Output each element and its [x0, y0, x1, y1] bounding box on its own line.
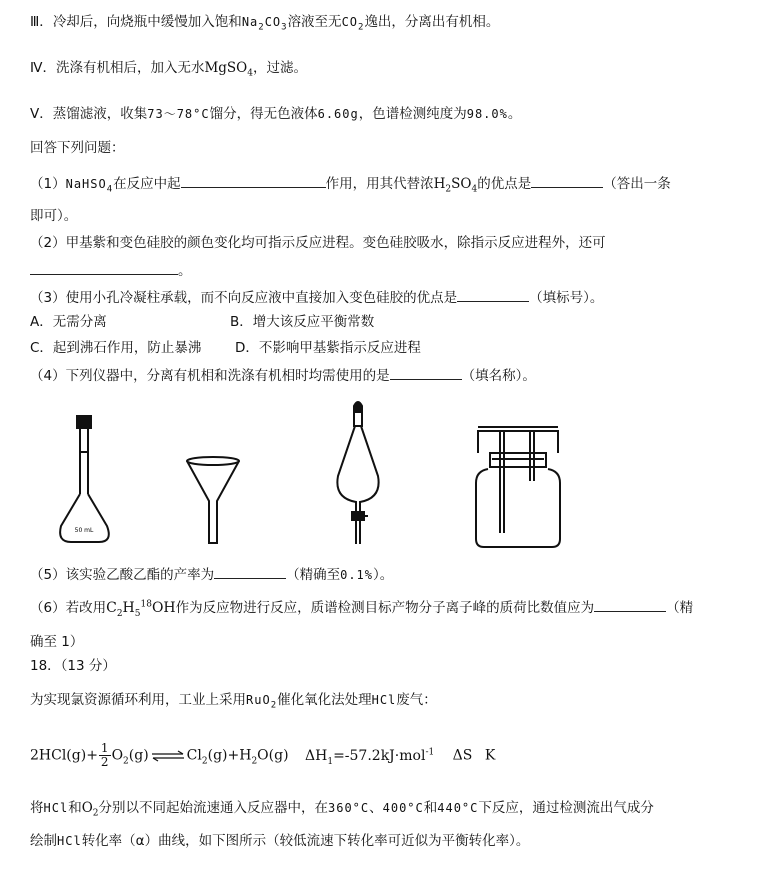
one-half-fraction: $\frac{1}{2}$	[100, 741, 109, 769]
question-2-blank-line: 。	[30, 259, 192, 281]
purity-value: 98.0%	[466, 107, 508, 121]
question-1-cont: 即可）。	[30, 208, 78, 224]
volumetric-flask-illustration	[55, 408, 115, 548]
ruo2-formula: RuO$_2$	[246, 693, 278, 711]
q4-answer-blank[interactable]	[390, 364, 462, 380]
enthalpy-change: $\Delta H_1=-57.2kJ\cdot mol^{-1}$	[305, 746, 435, 767]
hcl-formula: HCl	[371, 693, 397, 707]
gas-washing-bottle-illustration	[466, 425, 570, 549]
question-5: （5）该实验乙酸乙酯的产率为 （精确至0.1%）。	[30, 563, 393, 585]
question-2: （2）甲基紫和变色硅胶的颜色变化均可指示反应进程。变色硅胶吸水，除指示反应进程外，还可	[30, 235, 606, 251]
product-mass: 6.60g	[317, 107, 359, 121]
o2-formula: $O_2$	[81, 800, 99, 819]
entropy-change: ΔS	[452, 747, 473, 764]
temperature-2: 400°C	[382, 801, 424, 815]
na2co3-formula: $Na_2CO_3$	[241, 15, 288, 33]
nahso4-formula: NaHSO$_4$	[65, 177, 114, 195]
q2-answer-blank[interactable]	[30, 259, 178, 275]
q3-answer-blank[interactable]	[457, 286, 529, 302]
q1-answer-blank-2[interactable]	[531, 172, 603, 188]
question-18-paragraph-2: 绘制HCl转化率（α）曲线，如下图所示（较低流速下转化率可近似为平衡转化率）。	[30, 833, 530, 849]
mgso4-formula: MgSO$_4$	[204, 60, 253, 79]
question-3: （3）使用小孔冷凝柱承载，而不向反应液中直接加入变色硅胶的优点是 （填标号）。	[30, 286, 603, 308]
funnel-illustration	[183, 455, 243, 547]
option-a: A．无需分离	[30, 314, 107, 330]
option-c: C．起到沸石作用，防止暴沸	[30, 340, 202, 356]
q1-answer-blank-1[interactable]	[181, 172, 326, 188]
question-6-cont: 确至 1）	[30, 634, 84, 650]
step-5-line: Ⅴ．蒸馏滤液，收集73～78°C馏分，得无色液体6.60g，色谱检测纯度为98.0%。	[30, 106, 522, 122]
temperature-range: 73～78°C	[147, 107, 210, 121]
question-1: （1）NaHSO$_4$在反应中起 作用，用其代替浓$H_2SO_4$的优点是 （答出一条	[30, 172, 671, 194]
co2-formula: $CO_2$	[341, 15, 365, 33]
question-6: （6）若改用$C_2H_5^{18}OH$作为反应物进行反应，质谱检测目标产物分子离子峰的质荷比数值应为 （精	[30, 596, 693, 618]
question-18-intro: 为实现氯资源循环利用，工业上采用RuO$_2$催化氧化法处理HCl废气：	[30, 692, 437, 711]
h2so4-formula: $H_2SO_4$	[433, 176, 478, 195]
q5-answer-blank[interactable]	[214, 563, 286, 579]
equilibrium-constant: K	[484, 747, 496, 764]
option-b: B．增大该反应平衡常数	[230, 314, 375, 330]
ethanol-18-formula: $C_2H_5^{18}OH$	[106, 599, 176, 619]
q6-answer-blank[interactable]	[594, 596, 666, 612]
step-4-line: Ⅳ．洗涤有机相后，加入无水MgSO$_4$，过滤。	[30, 60, 307, 79]
answer-prompt: 回答下列问题：	[30, 140, 125, 156]
question-18-paragraph-1: 将HCl和$O_2$分别以不同起始流速通入反应器中，在360°C、400°C和440°C下反应，通过检测流出气成分	[30, 800, 654, 819]
option-d: D．不影响甲基紫指示反应进程	[235, 340, 421, 356]
temperature-1: 360°C	[328, 801, 370, 815]
flask-label: 50 mL	[74, 527, 94, 534]
question-4: （4）下列仪器中，分离有机相和洗涤有机相时均需使用的是 （填名称）。	[30, 364, 536, 386]
temperature-3: 440°C	[437, 801, 479, 815]
precision-value: 0.1%	[340, 568, 373, 582]
reaction-equation: 2HCl(g)+ $\frac{1}{2}$ $O_2(g)$ $Cl_2(g)+H_2O(g)$ $\Delta H_1=-57.2kJ\cdot mol^{-1}$ ΔS K	[30, 741, 496, 769]
step-3-line: Ⅲ．冷却后，向烧瓶中缓慢加入饱和$Na_2CO_3$溶液至无$CO_2$逸出，分离出有机相。	[30, 14, 500, 33]
separatory-funnel-illustration	[328, 398, 388, 548]
question-18-header: 18．（13 分）	[30, 658, 116, 674]
equilibrium-arrow-icon	[151, 750, 185, 762]
